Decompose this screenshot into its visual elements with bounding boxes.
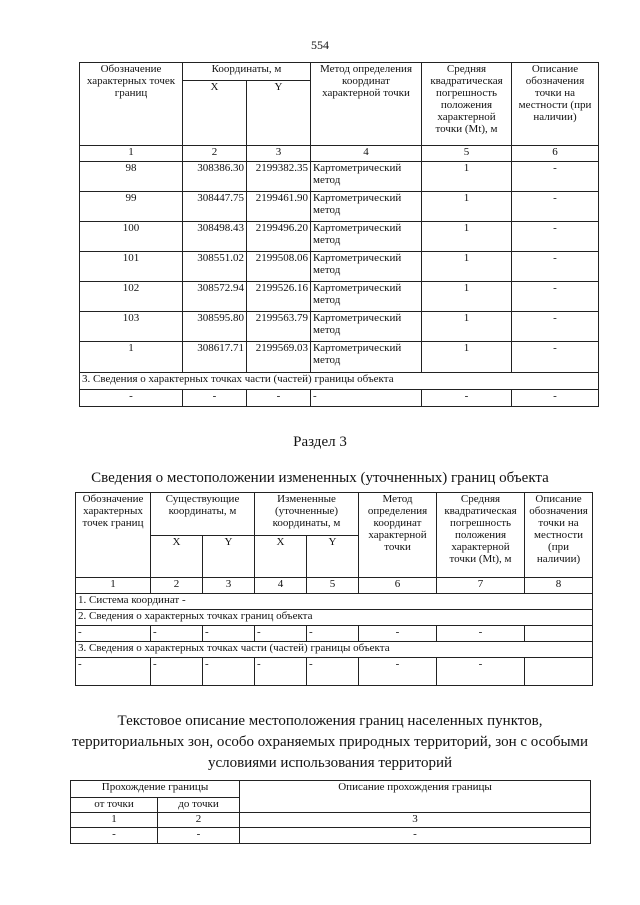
col-number: 8 xyxy=(525,578,593,594)
col-number: 7 xyxy=(437,578,525,594)
dash-cell: - xyxy=(437,626,525,642)
dash-cell: - xyxy=(247,390,311,407)
section3-label: 3. Сведения о характерных точках части (частей) границы объекта xyxy=(80,373,599,390)
point-cell: 98 xyxy=(80,162,183,192)
table-row xyxy=(80,162,599,192)
col-number: 1 xyxy=(71,813,158,828)
column-numbers-row xyxy=(76,578,593,594)
dash-cell: - xyxy=(80,390,183,407)
dash-cell: - xyxy=(311,390,422,407)
y-cell: 2199569.03 xyxy=(247,342,311,373)
method-cell: Картометрический метод xyxy=(311,222,422,252)
column-numbers-row xyxy=(80,146,599,162)
col-number: 1 xyxy=(80,146,183,162)
y-cell: 2199508.06 xyxy=(247,252,311,282)
dash-cell: - xyxy=(203,626,255,642)
col-number: 5 xyxy=(422,146,512,162)
desc-cell: - xyxy=(512,222,599,252)
x-cell: 308572.94 xyxy=(183,282,247,312)
dash-row xyxy=(76,658,593,686)
point-cell: 1 xyxy=(80,342,183,373)
y-cell: 2199461.90 xyxy=(247,192,311,222)
header-description: Описание обозначения точки на местности (при наличии) xyxy=(525,493,593,578)
header-x: X xyxy=(255,536,307,578)
y-cell: 2199496.20 xyxy=(247,222,311,252)
x-cell: 308595.80 xyxy=(183,312,247,342)
desc-cell: - xyxy=(512,192,599,222)
points-label: 2. Сведения о характерных точках границ объекта xyxy=(76,610,593,626)
section-row xyxy=(76,594,593,610)
dash-cell: - xyxy=(158,828,240,844)
dash-cell: - xyxy=(151,626,203,642)
mt-cell: 1 xyxy=(422,342,512,373)
dash-cell: - xyxy=(76,658,151,686)
header-method: Метод определения координат характерной точки xyxy=(311,63,422,146)
x-cell: 308386.30 xyxy=(183,162,247,192)
desc-cell: - xyxy=(512,282,599,312)
header-changed: Измененные (уточненные) координаты, м xyxy=(255,493,359,536)
header-point: Обозначение характерных точек границ xyxy=(76,493,151,578)
table-row xyxy=(80,342,599,373)
header-method: Метод определения координат характерной точки xyxy=(359,493,437,578)
header-passage: Прохождение границы xyxy=(71,781,240,798)
point-cell: 103 xyxy=(80,312,183,342)
header-to: до точки xyxy=(158,798,240,813)
header-passage-description: Описание прохождения границы xyxy=(240,781,591,813)
col-number: 2 xyxy=(151,578,203,594)
section-title: Раздел 3 xyxy=(293,434,347,450)
dash-cell: - xyxy=(307,658,359,686)
method-cell: Картометрический метод xyxy=(311,342,422,373)
dash-row xyxy=(71,828,591,844)
mt-cell: 1 xyxy=(422,312,512,342)
boundary-description-table xyxy=(70,780,591,844)
col-number: 3 xyxy=(240,813,591,828)
dash-cell xyxy=(525,626,593,642)
mt-cell: 1 xyxy=(422,222,512,252)
mt-cell: 1 xyxy=(422,252,512,282)
col-number: 4 xyxy=(311,146,422,162)
desc-cell: - xyxy=(512,312,599,342)
dash-cell: - xyxy=(151,658,203,686)
x-cell: 308498.43 xyxy=(183,222,247,252)
dash-cell: - xyxy=(255,658,307,686)
method-cell: Картометрический метод xyxy=(311,162,422,192)
table-row xyxy=(80,252,599,282)
section-row xyxy=(80,373,599,390)
dash-cell: - xyxy=(71,828,158,844)
point-cell: 99 xyxy=(80,192,183,222)
dash-cell: - xyxy=(240,828,591,844)
header-y: Y xyxy=(203,536,255,578)
dash-cell: - xyxy=(203,658,255,686)
y-cell: 2199382.35 xyxy=(247,162,311,192)
section-row xyxy=(76,610,593,626)
mt-cell: 1 xyxy=(422,192,512,222)
col-number: 3 xyxy=(247,146,311,162)
parts-label: 3. Сведения о характерных точках части (частей) границы объекта xyxy=(76,642,593,658)
text-description-title: Текстовое описание местоположения границ населенных пунктов, территориальных зон, особо охраняемых природных территорий, зон с особыми условиями использования территорий xyxy=(71,713,589,771)
x-cell: 308617.71 xyxy=(183,342,247,373)
dash-row xyxy=(80,390,599,407)
header-y: Y xyxy=(247,81,311,146)
col-number: 4 xyxy=(255,578,307,594)
col-number: 5 xyxy=(307,578,359,594)
y-cell: 2199563.79 xyxy=(247,312,311,342)
x-cell: 308447.75 xyxy=(183,192,247,222)
table-row xyxy=(80,312,599,342)
table-row xyxy=(80,192,599,222)
header-x: X xyxy=(183,81,247,146)
mt-cell: 1 xyxy=(422,282,512,312)
mt-cell: 1 xyxy=(422,162,512,192)
header-point: Обозначение характерных точек границ xyxy=(80,63,183,146)
dash-cell: - xyxy=(512,390,599,407)
point-cell: 102 xyxy=(80,282,183,312)
dash-cell: - xyxy=(359,658,437,686)
method-cell: Картометрический метод xyxy=(311,192,422,222)
changed-boundaries-table xyxy=(75,492,593,686)
coordinates-table xyxy=(79,62,599,407)
page-number: 554 xyxy=(311,38,329,52)
table-row xyxy=(80,282,599,312)
method-cell: Картометрический метод xyxy=(311,252,422,282)
header-existing: Существующие координаты, м xyxy=(151,493,255,536)
header-coords: Координаты, м xyxy=(183,63,311,81)
desc-cell: - xyxy=(512,252,599,282)
y-cell: 2199526.16 xyxy=(247,282,311,312)
header-accuracy: Средняя квадратическая погрешность положения характерной точки (Mt), м xyxy=(422,63,512,146)
col-number: 2 xyxy=(158,813,240,828)
col-number: 6 xyxy=(512,146,599,162)
col-number: 2 xyxy=(183,146,247,162)
desc-cell: - xyxy=(512,162,599,192)
dash-cell: - xyxy=(183,390,247,407)
dash-cell: - xyxy=(359,626,437,642)
table-row xyxy=(80,222,599,252)
coordinate-system-label: 1. Система координат - xyxy=(76,594,593,610)
dash-row xyxy=(76,626,593,642)
header-description: Описание обозначения точки на местности (при наличии) xyxy=(512,63,599,146)
method-cell: Картометрический метод xyxy=(311,282,422,312)
dash-cell: - xyxy=(437,658,525,686)
dash-cell: - xyxy=(422,390,512,407)
dash-cell: - xyxy=(255,626,307,642)
point-cell: 100 xyxy=(80,222,183,252)
x-cell: 308551.02 xyxy=(183,252,247,282)
method-cell: Картометрический метод xyxy=(311,312,422,342)
header-accuracy: Средняя квадратическая погрешность положения характерной точки (Mt), м xyxy=(437,493,525,578)
header-from: от точки xyxy=(71,798,158,813)
dash-cell xyxy=(525,658,593,686)
dash-cell: - xyxy=(76,626,151,642)
col-number: 6 xyxy=(359,578,437,594)
point-cell: 101 xyxy=(80,252,183,282)
header-x: X xyxy=(151,536,203,578)
header-y: Y xyxy=(307,536,359,578)
col-number: 1 xyxy=(76,578,151,594)
dash-cell: - xyxy=(307,626,359,642)
desc-cell: - xyxy=(512,342,599,373)
section-row xyxy=(76,642,593,658)
section-subtitle: Сведения о местоположении измененных (уточненных) границ объекта xyxy=(91,470,549,486)
col-number: 3 xyxy=(203,578,255,594)
column-numbers-row xyxy=(71,813,591,828)
